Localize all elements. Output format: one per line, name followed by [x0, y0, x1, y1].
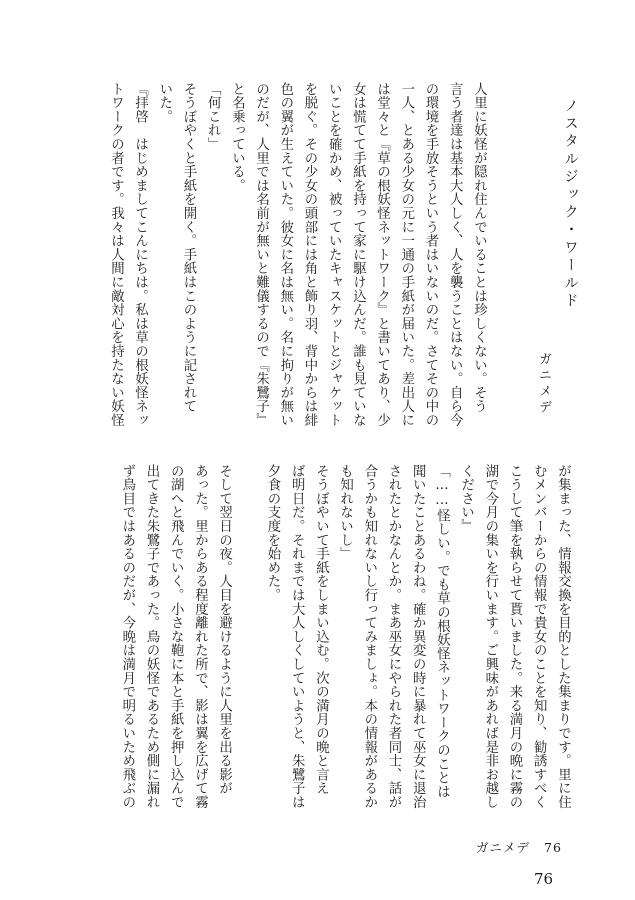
text-column: 出てきた朱鷺子であった。鳥の妖怪であるため側に漏れ — [144, 464, 159, 809]
text-column: 湖で今月の集いを行います。ご興味があれば是非お越し — [482, 464, 498, 809]
text-column: 女は慌てて手紙を持って家に駆け込んだ。誰も見ていな — [350, 82, 366, 427]
text-column: あった。里からある程度離れた所で、影は翼を広げて霧 — [192, 464, 208, 809]
text-column: いた。 — [156, 82, 172, 124]
text-column: 『拝啓 はじめましてこんにちは。私は草の根妖怪ネッ — [132, 82, 148, 427]
running-footer-page: 76 — [544, 840, 562, 855]
text-column: ず鳥目ではあるのだが、今晩は満月で明るいため飛ぶの — [119, 464, 135, 809]
text-column: むメンバーからの情報で貴女のことを知り、勧誘すべく — [531, 464, 547, 809]
text-column: の湖へと飛んでいく。小さな鞄に本と手紙を押し込んで — [168, 464, 184, 809]
text-column: 色の翼が生えていた。彼女に名は無い。名に拘りが無い — [277, 82, 293, 427]
story-title: ノスタルジック・ワールド — [562, 98, 578, 311]
running-footer-author: ガニメデ — [476, 840, 531, 855]
text-column: こうして筆を執らせて貰いました。来る満月の晩に霧の — [507, 464, 522, 809]
text-column: 聞いたことあるわね。確か異変の時に暴れて巫女に退治 — [410, 464, 426, 809]
text-column: いことを確かめ、被っていたキャスケットとジャケット — [326, 82, 342, 427]
text-column: そうぼやいて手紙をしまい込む。次の満月の晩と言え — [313, 464, 329, 796]
text-column: トワークの者です。我々は人間に敵対心を持たない妖怪 — [108, 82, 124, 427]
text-column: が集まった、情報交換を目的とした集まりです。里に住 — [555, 464, 571, 809]
text-column: そうぼやくと手紙を開く。手紙はこのように記されて — [181, 82, 196, 414]
text-column: そして翌日の夜。人目を避けるように人里を出る影が — [216, 464, 232, 796]
text-column: も知れないし」 — [337, 464, 353, 561]
running-footer — [476, 838, 562, 856]
text-column: 言う者達は基本大人しく、人を襲うことはない。自ら今 — [447, 82, 463, 427]
text-column: 「何これ」 — [205, 82, 221, 151]
text-column: と名乗っている。 — [229, 82, 245, 193]
text-column: ください』 — [458, 464, 474, 533]
text-column: の環境を手放そうという者はいないのだ。さてその中の — [423, 82, 438, 427]
text-column: のだが、人里では名前が無いと難儀するので『朱鷺子』 — [253, 82, 269, 427]
text-column: 一人、とある少女の元に一通の手紙が届いた。差出人に — [398, 82, 414, 427]
text-column: は堂々と『草の根妖怪ネットワーク』と書いてあり、少 — [374, 82, 390, 427]
text-column: を脱ぐ。その少女の頭部には角と飾り羽、背中からは緋 — [302, 82, 317, 427]
author-name: ガニメデ — [536, 352, 551, 416]
text-column: ば明日だ。それまでは大人しくしていようと、朱鷺子は — [289, 464, 305, 809]
text-column: 「……怪しい。でも草の根妖怪ネットワークのことは — [434, 464, 450, 799]
text-column: 人里に妖怪が隠れ住んでいることは珍しくない。そう — [471, 82, 487, 414]
page-number: 76 — [534, 870, 554, 888]
text-column: 夕食の支度を始めた。 — [265, 464, 280, 602]
text-column: 合うかも知れないし行ってみましょ。本の情報があるか — [361, 464, 377, 809]
text-column: されたとかなんとか。まあ巫女にやられた者同士、話が — [386, 464, 401, 809]
